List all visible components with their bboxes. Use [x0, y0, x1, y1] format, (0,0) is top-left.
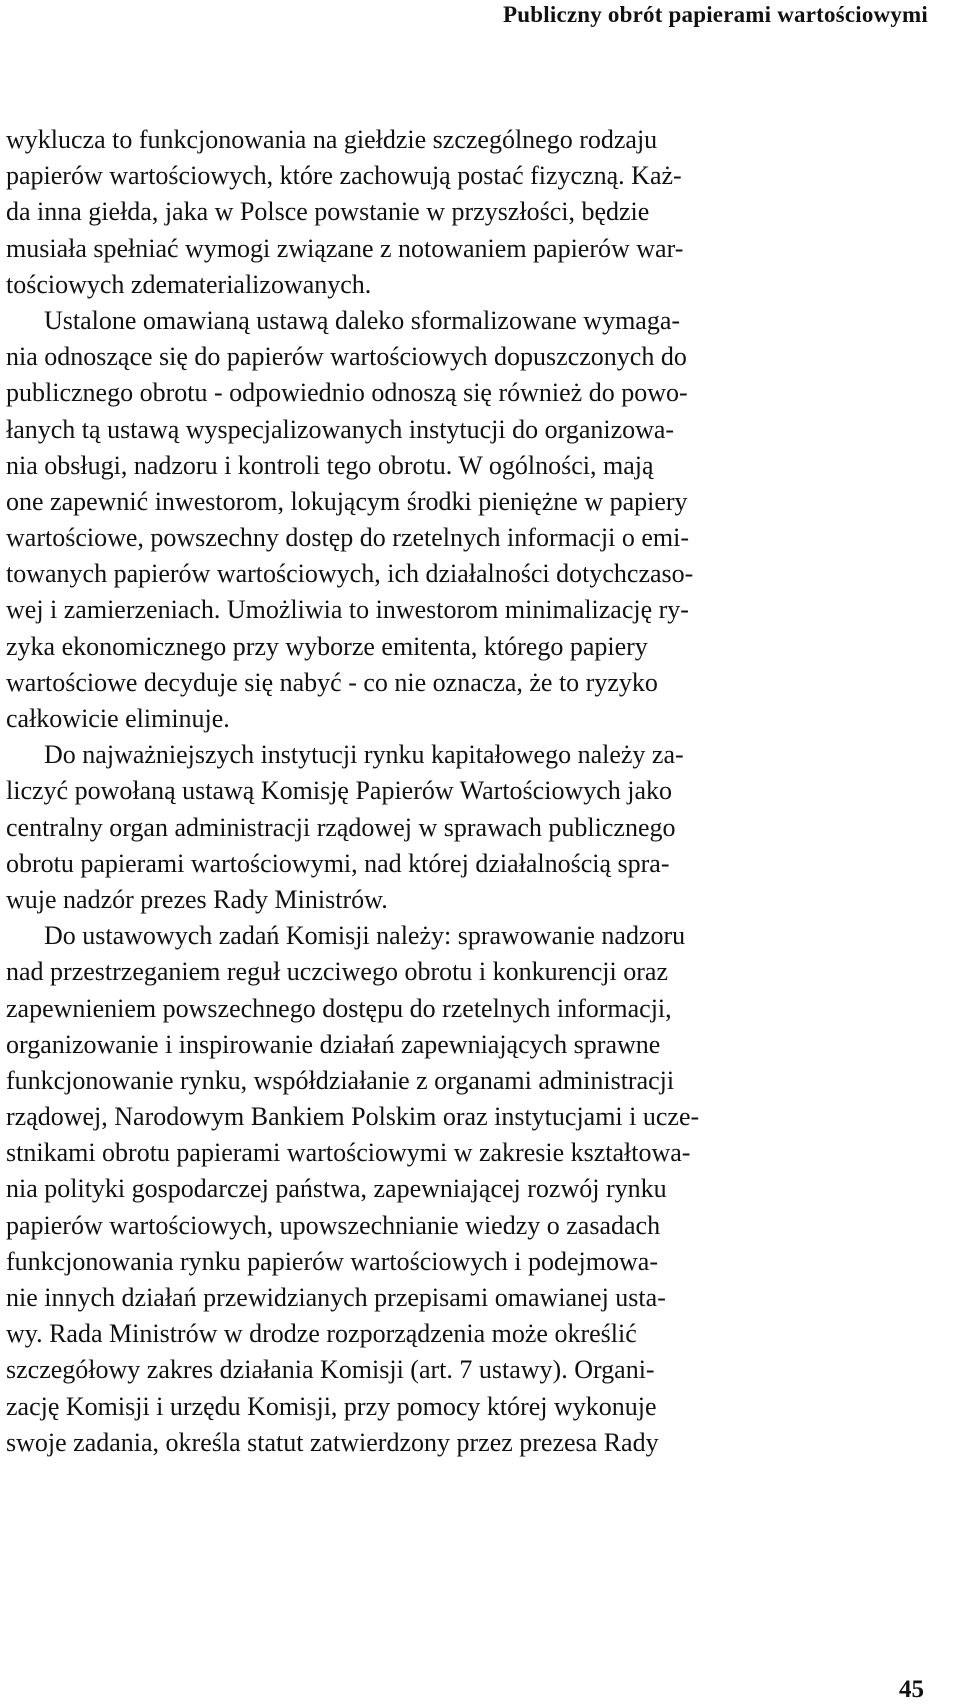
text-line: wej i zamierzeniach. Umożliwia to inwestorom minimalizację ry- — [6, 595, 689, 625]
text-line: wuje nadzór prezes Rady Ministrów. — [6, 884, 388, 914]
text-line: organizowanie i inspirowanie działań zapewniających sprawne — [6, 1029, 661, 1059]
text-line: Ustalone omawianą ustawą daleko sformalizowane wymaga- — [44, 305, 681, 335]
text-line: liczyć powołaną ustawą Komisję Papierów Wartościowych jako — [6, 776, 673, 806]
page-number: 45 — [899, 1676, 924, 1703]
text-line: nia odnoszące się do papierów wartościowych dopuszczonych do — [6, 342, 687, 372]
text-line: towanych papierów wartościowych, ich działalności dotychczaso- — [6, 559, 694, 589]
text-line: wy. Rada Ministrów w drodze rozporządzenia może określić — [6, 1319, 637, 1349]
text-line: papierów wartościowych, które zachowują postać fizyczną. Każ- — [6, 161, 682, 191]
text-line: swoje zadania, określa statut zatwierdzony przez prezesa Rady — [6, 1427, 659, 1457]
text-line: da inna giełda, jaka w Polsce powstanie w przyszłości, będzie — [6, 197, 650, 227]
body-text — [0, 122, 960, 1461]
text-line: łanych tą ustawą wyspecjalizowanych instytucji do organizowa- — [6, 414, 675, 444]
text-line: wartościowe decyduje się nabyć - co nie oznacza, że to ryzyko — [6, 667, 658, 697]
text-line: zapewnieniem powszechnego dostępu do rzetelnych informacji, — [6, 993, 672, 1023]
text-line: nia polityki gospodarczej państwa, zapewniającej rozwój rynku — [6, 1174, 667, 1204]
text-line: szczegółowy zakres działania Komisji (art. 7 ustawy). Organi- — [6, 1355, 655, 1385]
text-line: papierów wartościowych, upowszechnianie wiedzy o zasadach — [6, 1210, 661, 1240]
running-head-title: Publiczny obrót papierami wartościowymi — [503, 2, 928, 27]
text-line: stnikami obrotu papierami wartościowymi w zakresie kształtowa- — [6, 1138, 691, 1168]
text-line: zację Komisji i urzędu Komisji, przy pomocy której wykonuje — [6, 1391, 657, 1421]
text-line: całkowicie eliminuje. — [6, 704, 230, 733]
text-line: one zapewnić inwestorom, lokującym środki pieniężne w papiery — [6, 486, 688, 516]
text-line: wyklucza to funkcjonowania na giełdzie szczególnego rodzaju — [6, 125, 658, 154]
text-line: zyka ekonomicznego przy wyborze emitenta, którego papiery — [6, 631, 648, 661]
text-line: tościowych zdematerializowanych. — [6, 269, 372, 299]
text-line: musiała spełniać wymogi związane z notowaniem papierów war- — [6, 233, 684, 263]
text-line: funkcjonowania rynku papierów wartościowych i podejmowa- — [6, 1246, 658, 1276]
text-line: nad przestrzeganiem reguł uczciwego obrotu i konkurencji oraz — [6, 957, 668, 987]
text-line: obrotu papierami wartościowymi, nad której działalnością spra- — [6, 848, 670, 878]
text-line: nie innych działań przewidzianych przepisami omawianej usta- — [6, 1283, 666, 1312]
text-line: Do ustawowych zadań Komisji należy: sprawowanie nadzoru — [44, 921, 686, 951]
text-line: centralny organ administracji rządowej w sprawach publicznego — [6, 812, 676, 842]
text-line: publicznego obrotu - odpowiednio odnoszą się również do powo- — [6, 378, 688, 408]
text-line: nia obsługi, nadzoru i kontroli tego obrotu. W ogólności, mają — [6, 450, 654, 480]
text-line: rządowej, Narodowym Bankiem Polskim oraz instytucjami i ucze- — [6, 1102, 700, 1132]
text-line: funkcjonowanie rynku, współdziałanie z organami administracji — [6, 1065, 675, 1095]
text-line: Do najważniejszych instytucji rynku kapitałowego należy za- — [44, 740, 684, 770]
text-line: wartościowe, powszechny dostęp do rzetelnych informacji o emi- — [6, 523, 689, 553]
